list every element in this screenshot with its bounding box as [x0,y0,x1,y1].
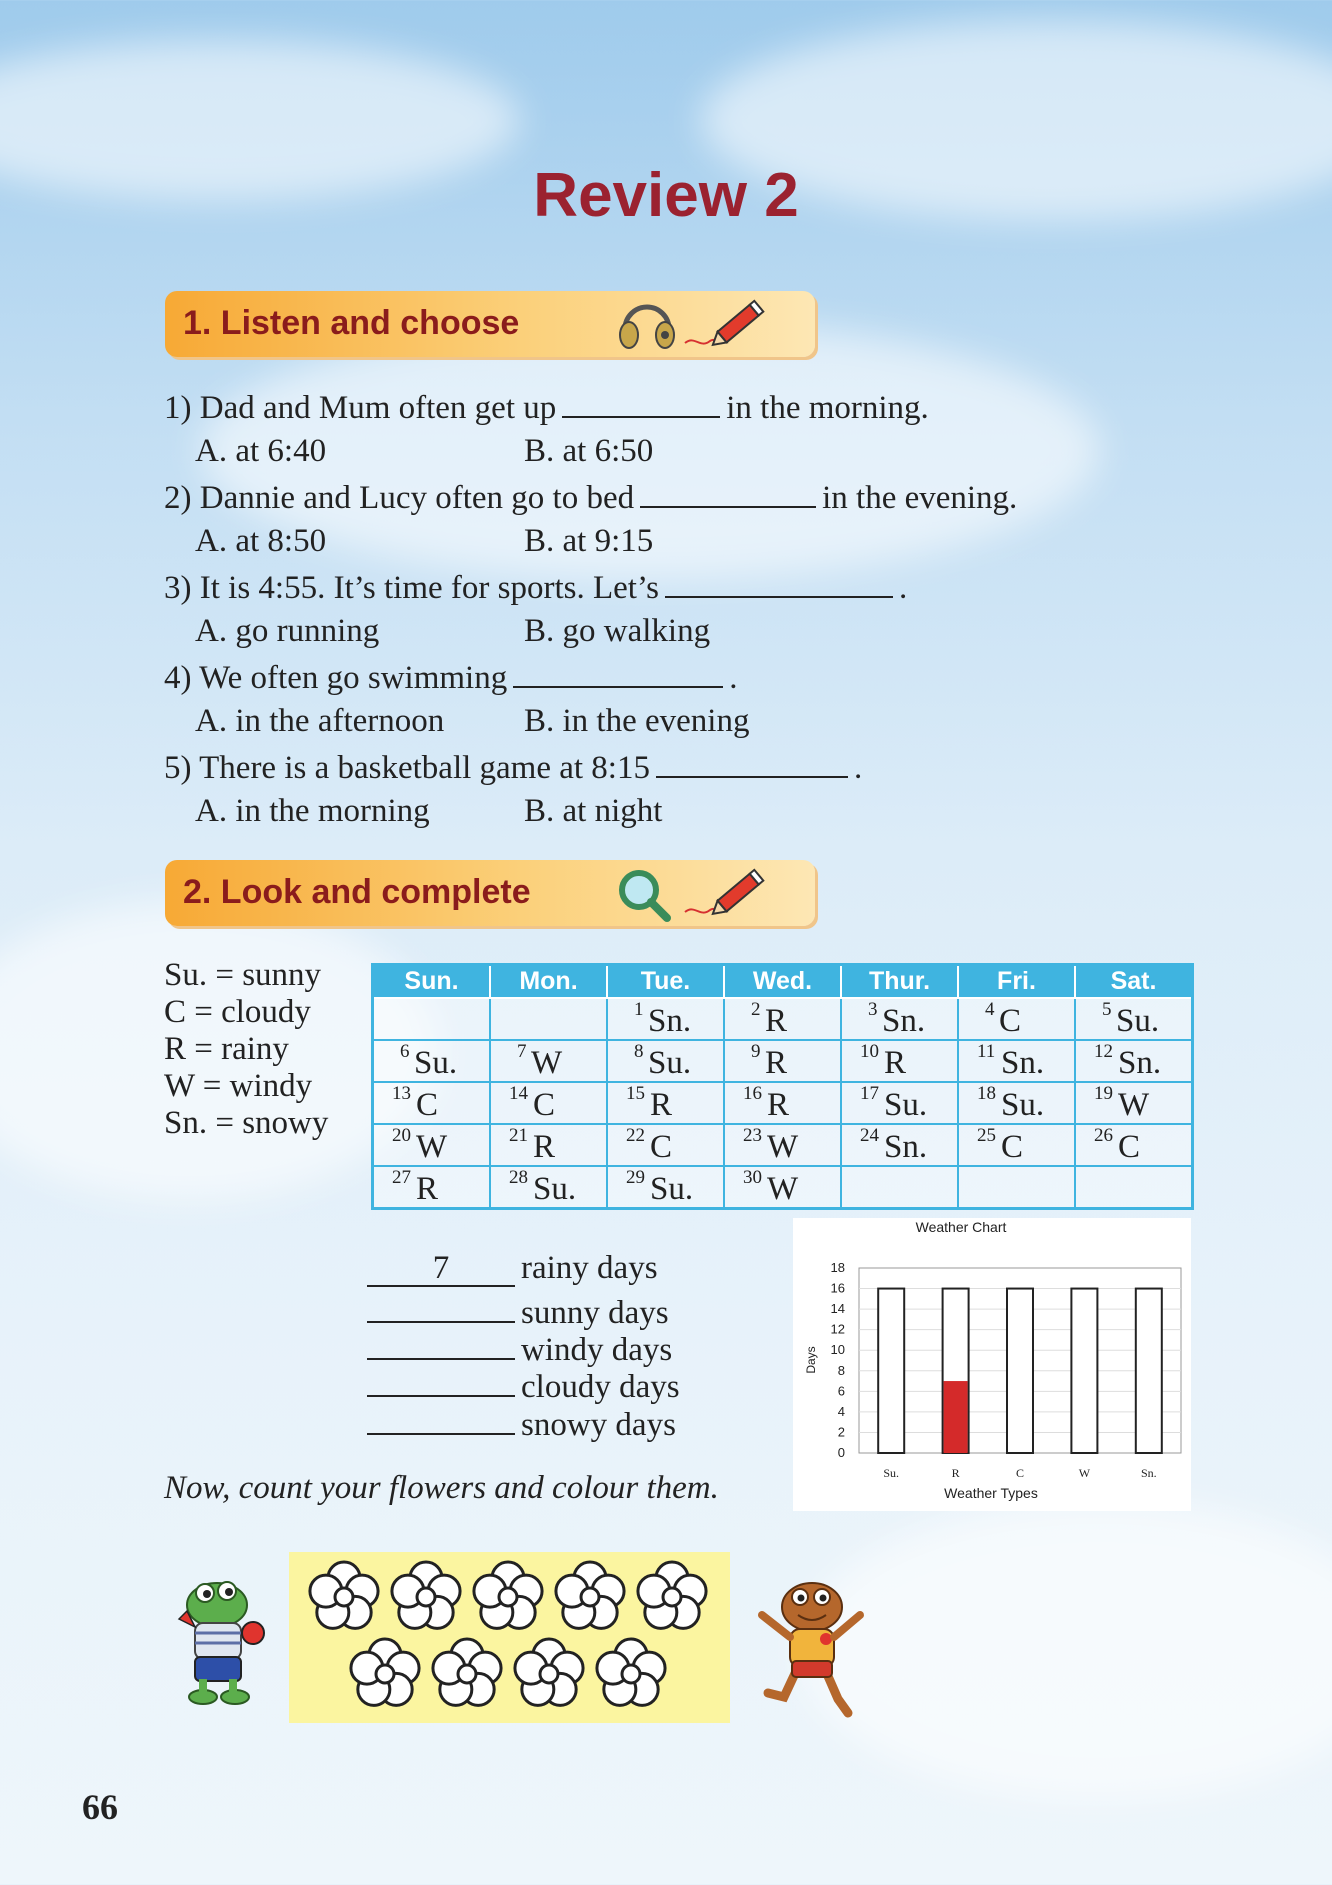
option-a[interactable]: A. at 8:50 [195,523,327,559]
day-number: 6 [400,1041,410,1062]
day-number: 2 [751,999,761,1020]
day-number: 30 [743,1167,762,1188]
legend-item: Sn. = snowy [164,1105,329,1141]
calendar-cell [841,1040,958,1082]
x-tick-label: Su. [883,1466,900,1480]
weather-code: R [765,1045,788,1081]
weather-code: Sn. [1118,1045,1162,1081]
weather-code: W [531,1045,563,1081]
day-number: 26 [1094,1125,1113,1146]
day-number: 11 [977,1041,996,1062]
legend-item: C = cloudy [164,994,311,1030]
question-2: 2) Dannie and Lucy often go to bed in the evening. [164,480,1018,516]
legend-item: W = windy [164,1068,313,1104]
weather-code: C [416,1087,439,1123]
calendar-cell [490,1124,607,1166]
question-4: 4) We often go swimming . [164,660,738,696]
calendar-header: Mon. [490,965,607,999]
calendar-row [373,998,1193,1040]
day-number: 18 [977,1083,996,1104]
calendar-cell [1075,1082,1193,1124]
section1-banner [165,291,815,357]
calendar-cell [1075,1166,1193,1209]
day-number: 28 [509,1167,528,1188]
flower-panel [289,1552,730,1723]
weather-code: Sn. [884,1129,928,1165]
answer-row: snowy days [367,1399,676,1444]
calendar-cell [958,1124,1075,1166]
day-number: 17 [860,1083,879,1104]
calendar-cell [373,998,491,1040]
magnifier-icon [613,864,675,926]
weather-code: Su. [884,1087,928,1123]
answer-row: windy days [367,1324,672,1369]
weather-code: W [767,1171,799,1207]
calendar-cell [958,1040,1075,1082]
pencil-icon [680,295,770,355]
weather-code: R [767,1087,790,1123]
flower-icon[interactable] [556,1562,624,1628]
frog-character [165,1575,275,1715]
y-tick-label: 12 [830,1321,845,1337]
calendar-cell [373,1082,491,1124]
flower-icon[interactable] [515,1639,583,1705]
question-5: 5) There is a basketball game at 8:15 . [164,750,863,786]
calendar-cell [724,998,841,1040]
calendar-header: Thur. [841,965,958,999]
weather-code: Su. [650,1171,694,1207]
day-number: 14 [509,1083,528,1104]
calendar-row [373,1166,1193,1209]
x-axis-label: Weather Types [944,1485,1038,1501]
calendar-cell [841,1124,958,1166]
answer-row: sunny days [367,1287,669,1332]
weather-code: C [1001,1129,1024,1165]
calendar-row [373,1040,1193,1082]
weather-code: Sn. [648,1003,692,1039]
weather-code: Su. [1116,1003,1160,1039]
calendar-header: Tue. [607,965,724,999]
y-tick-label: 0 [837,1445,845,1460]
calendar-cell [607,1040,724,1082]
calendar-cell [490,1040,607,1082]
legend-item: R = rainy [164,1031,289,1067]
bar-outline [1136,1289,1162,1453]
weather-code: W [416,1129,448,1165]
weather-calendar [371,963,1194,1210]
calendar-cell [607,1082,724,1124]
toad-character [748,1575,876,1725]
weather-code: R [533,1129,556,1165]
day-number: 29 [626,1167,645,1188]
calendar-row [373,1082,1193,1124]
answer-blank[interactable] [640,478,816,508]
weather-code: C [999,1003,1022,1039]
calendar-cell [607,998,724,1040]
y-tick-label: 4 [837,1403,845,1419]
calendar-cell [724,1166,841,1209]
day-number: 3 [868,999,878,1020]
flower-icon[interactable] [351,1639,419,1705]
calendar-cell [724,1040,841,1082]
page-number: 66 [82,1787,118,1827]
flower-icon[interactable] [597,1639,665,1705]
calendar-cell [490,998,607,1040]
calendar-cell [1075,1040,1193,1082]
option-a[interactable]: A. at 6:40 [195,433,327,469]
calendar-header: Fri. [958,965,1075,999]
bar-outline [1071,1289,1097,1453]
weather-code: R [884,1045,907,1081]
weather-code: Sn. [882,1003,926,1039]
option-b[interactable]: B. at 9:15 [524,523,654,559]
calendar-cell [958,1166,1075,1209]
calendar-cell [490,1166,607,1209]
section1-heading: 1. Listen and choose [183,304,520,342]
answer-blank[interactable] [562,388,720,418]
calendar-cell [841,1082,958,1124]
calendar-header: Sat. [1075,965,1193,999]
weather-code: W [767,1129,799,1165]
answer-field[interactable] [367,1324,515,1360]
day-number: 4 [985,999,995,1020]
y-tick-label: 8 [837,1362,845,1378]
weather-code: C [650,1129,673,1165]
day-number: 24 [860,1125,879,1146]
calendar-cell [373,1166,491,1209]
day-number: 7 [517,1041,527,1062]
page-title: Review 2 [533,161,799,230]
calendar-header: Wed. [724,965,841,999]
section2-heading: 2. Look and complete [183,873,531,911]
x-tick-label: Sn. [1140,1466,1157,1480]
answer-field[interactable] [367,1287,515,1323]
calendar-cell [841,998,958,1040]
day-number: 13 [392,1083,411,1104]
weather-code: Sn. [1001,1045,1045,1081]
weather-code: Su. [648,1045,692,1081]
x-tick-label: C [1015,1466,1025,1480]
x-tick-label: R [951,1466,960,1480]
headphones-icon [617,295,677,353]
day-number: 12 [1094,1041,1113,1062]
calendar-cell [724,1082,841,1124]
weather-code: W [1118,1087,1150,1123]
option-b[interactable]: B. in the evening [524,703,750,739]
calendar-header: Sun. [373,965,491,999]
y-axis-label: Days [804,1346,818,1374]
day-number: 10 [860,1041,879,1062]
day-number: 1 [634,999,644,1020]
weather-code: R [650,1087,673,1123]
flower-icon[interactable] [392,1562,460,1628]
flower-icon[interactable] [638,1562,706,1628]
question-3: 3) It is 4:55. It’s time for sports. Let’s . [164,570,908,606]
option-b[interactable]: B. at night [524,793,663,829]
calendar-cell [607,1124,724,1166]
weather-code: R [416,1171,439,1207]
flower-icon[interactable] [310,1562,378,1628]
day-number: 23 [743,1125,762,1146]
calendar-row [373,1124,1193,1166]
option-b[interactable]: B. at 6:50 [524,433,654,469]
weather-code: Su. [414,1045,458,1081]
answer-field[interactable]: 7 [367,1251,515,1287]
bar [944,1381,968,1453]
y-tick-label: 16 [830,1280,845,1296]
section2-banner [165,860,815,926]
y-tick-label: 14 [830,1301,845,1317]
day-number: 20 [392,1125,411,1146]
weather-code: C [1118,1129,1141,1165]
answer-row: cloudy days [367,1361,680,1406]
weather-chart-svg [793,1218,1191,1511]
day-number: 25 [977,1125,996,1146]
calendar-cell [373,1124,491,1166]
weather-code: Su. [1001,1087,1045,1123]
option-b[interactable]: B. go walking [524,613,711,649]
calendar-cell [958,1082,1075,1124]
day-number: 15 [626,1083,645,1104]
calendar-cell [373,1040,491,1082]
flower-group [289,1552,730,1723]
day-number: 5 [1102,999,1112,1020]
calendar-cell [1075,998,1193,1040]
answer-blank[interactable] [665,568,893,598]
day-number: 27 [392,1167,411,1188]
day-number: 19 [1094,1083,1113,1104]
calendar-cell [724,1124,841,1166]
day-number: 21 [509,1125,528,1146]
bar-outline [878,1289,904,1453]
weather-code: C [533,1087,556,1123]
option-a[interactable]: A. in the afternoon [195,703,445,739]
day-number: 8 [634,1041,644,1062]
bar-outline [1007,1289,1033,1453]
y-tick-label: 6 [837,1383,845,1399]
weather-code: Su. [533,1171,577,1207]
chart-title: Weather Chart [915,1219,1007,1235]
y-tick-label: 2 [837,1424,845,1440]
answer-blank[interactable] [656,748,848,778]
flower-icon[interactable] [433,1639,501,1705]
answer-blank[interactable] [513,658,723,688]
weather-chart [793,1218,1191,1511]
instruction-text: Now, count your flowers and colour them. [164,1470,719,1506]
answer-field[interactable] [367,1399,515,1435]
legend-item: Su. = sunny [164,957,322,993]
calendar-cell [841,1166,958,1209]
day-number: 9 [751,1041,761,1062]
pencil-icon [680,864,770,924]
answer-field[interactable] [367,1361,515,1397]
y-tick-label: 18 [830,1260,845,1275]
calendar-cell [958,998,1075,1040]
calendar-cell [490,1082,607,1124]
calendar-cell [1075,1124,1193,1166]
flower-icon[interactable] [474,1562,542,1628]
answer-row: 7 rainy days [367,1250,658,1287]
question-1: 1) Dad and Mum often get up in the morning. [164,390,929,426]
y-tick-label: 10 [830,1342,845,1358]
x-tick-label: W [1078,1466,1091,1480]
weather-code: R [765,1003,788,1039]
option-a[interactable]: A. in the morning [195,793,430,829]
day-number: 16 [743,1083,762,1104]
calendar-cell [607,1166,724,1209]
day-number: 22 [626,1125,645,1146]
option-a[interactable]: A. go running [195,613,380,649]
